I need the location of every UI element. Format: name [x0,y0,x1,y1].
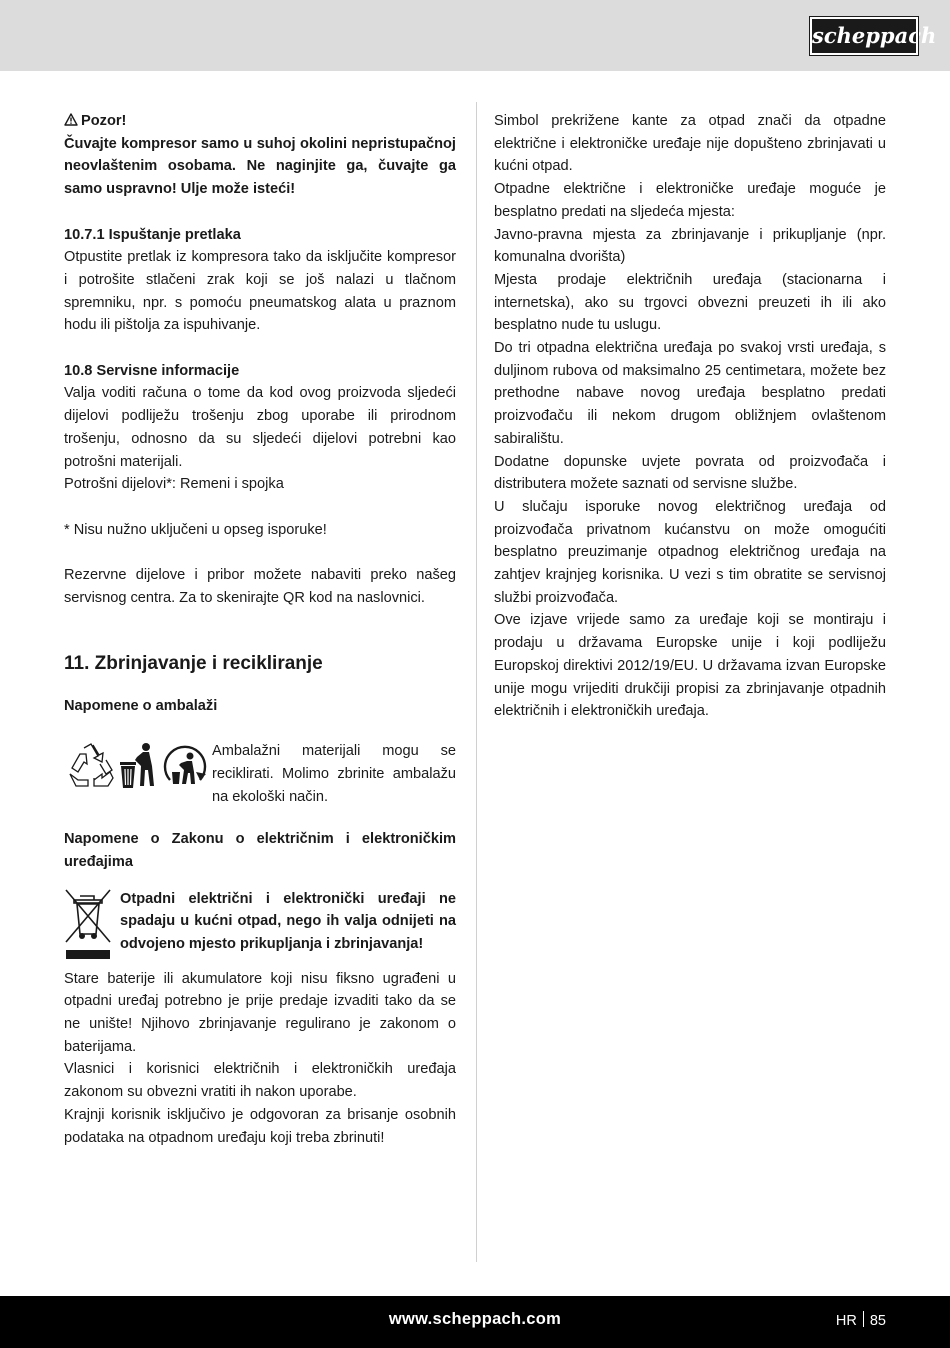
weee-batteries-text: Stare baterije ili akumulatore koji nisu fiksno ugrađeni u otpadni uređaj potrebno je prije predaje izvaditi tako da se ne unište! Njihovo zbrinjavanje regulirano je zakonom o baterijama. [64,970,456,1055]
tidyman-bin-icon [118,742,158,790]
left-column [64,110,456,1149]
footer-separator [863,1311,864,1327]
footer-language: HR [835,1313,857,1329]
section-10-7-1-title: 10.7.1 Ispuštanje pretlaka [64,226,241,243]
section-10-8-spare: Rezervne dijelove i pribor možete nabaviti preko našeg servisnog centra. Za to skenirajte QR kod na naslovnici. [64,567,456,606]
right-paragraph-1: Simbol prekrižene kante za otpad znači da otpadne električne i elektroničke uređaje nije dopušteno zbrinjavati u kućni otpad. [494,113,886,175]
right-paragraph-5: Do tri otpadna električna uređaja po svakoj vrsti uređaja, s duljinom rubova od maksimalno 25 centimetara, možete bez prethodne nabave novog uređaja besplatno predati proizvođaču ili nekom drugom obližnjem ovlaštenom sabiralištu. [494,340,886,447]
footer-bar [0,1296,950,1348]
brand-logo: scheppach [810,17,918,55]
warning-text: Čuvajte kompresor samo u suhoj okolini nepristupačnoj neovlaštenim osobama. Ne naginjite ga, čuvajte ga samo uspravno! Ulje može isteći! [64,135,456,198]
weee-crossed-bin-icon [64,888,120,968]
right-column [494,110,886,723]
warning-title: Pozor! [81,113,127,129]
section-11-title: 11. Zbrinjavanje i recikliranje [64,653,323,675]
warning-triangle-icon [64,113,78,126]
weee-warning-text: Otpadni električni i elektronički uređaji ne spadaju u kućni otpad, nego ih valja odnijeti na odvojeno mjesto prikupljanja i zbrinjavanja! [120,890,456,953]
weee-owners-text: Vlasnici i korisnici električnih i elektroničkih uređaja zakonom su obvezni vratiti ih nakon uporabe. [64,1061,456,1101]
header-bar [0,0,950,71]
right-paragraph-6: Dodatne dopunske uvjete povrata od proizvođača i distributera možete saznati od servisne službe. [494,453,886,493]
right-paragraph-2: Otpadne električne i elektroničke uređaje moguće je besplatno predati na sljedeća mjesta: [494,181,886,220]
right-paragraph-3: Javno-pravna mjesta za zbrinjavanje i prikupljanje (npr. komunalna dvorišta) [494,226,886,266]
packaging-heading: Napomene o ambalaži [64,698,218,715]
right-paragraph-8: Ove izjave vrijede samo za uređaje koji se montiraju i prodaju u državama Europske unije i koji podliježu Europskoj direktivi 2012/19/EU. U državama izvan Europske unije mogu vrijediti drukčiji propisi za zbrinjavanje otpadnih električnih i elektroničkih uređaja. [494,612,886,720]
section-10-8-parts: Potrošni dijelovi*: Remeni i spojka [64,476,284,493]
packaging-block [64,740,456,808]
section-10-8-note: * Nisu nužno uključeni u opseg isporuke! [64,521,327,538]
weee-heading: Napomene o Zakonu o električnim i elektroničkim uređajima [64,831,456,870]
weee-block [64,888,456,968]
warning-heading [64,110,456,133]
packaging-icons [64,740,212,796]
packaging-text: Ambalažni materijali mogu se reciklirati. Molimo zbrinite ambalažu na ekološki način. [212,743,456,805]
footer-page-number [836,1311,886,1329]
footer-url[interactable]: www.scheppach.com [388,1310,562,1328]
right-paragraph-7: U slučaju isporuke novog električnog uređaja od proizvođača privatnom kućanstvu on može omogućiti besplatno preuzimanje otpadnog električnog uređaja na zahtjev krajnjeg korisnika. U vezi s tim obratite se servisnoj službi proizvođača. [494,498,886,606]
section-10-8-title: 10.8 Servisne informacije [64,362,240,379]
section-10-7-1-text: Otpustite pretlak iz kompresora tako da isključite kompresor i potrošite stlačeni zrak koji se još nalazi u tlačnom spremniku, npr. s pomoću pneumatskog alata u praznom hodu ili pištolja za ispuhivanje. [64,249,456,334]
weee-data-text: Krajnji korisnik isključivo je odgovoran za brisanje osobnih podataka na otpadnom uređaju koji treba zbrinuti! [64,1106,456,1146]
column-divider [476,102,477,1262]
dispose-properly-icon [160,742,210,790]
footer-page: 85 [869,1313,886,1329]
right-paragraph-4: Mjesta prodaje električnih uređaja (stacionarna i internetska), ako su trgovci obvezni preuzeti ih ili ako besplatno nude tu uslugu. [494,271,886,334]
recycle-icon [66,742,116,790]
section-10-8-text: Valja voditi računa o tome da kod ovog proizvoda sljedeći dijelovi podliježu trošenju zbog uporabe ili prirodnom trošenju, odnosno da su sljedeći dijelovi potrebni kao potrošni materijali. [64,385,456,470]
